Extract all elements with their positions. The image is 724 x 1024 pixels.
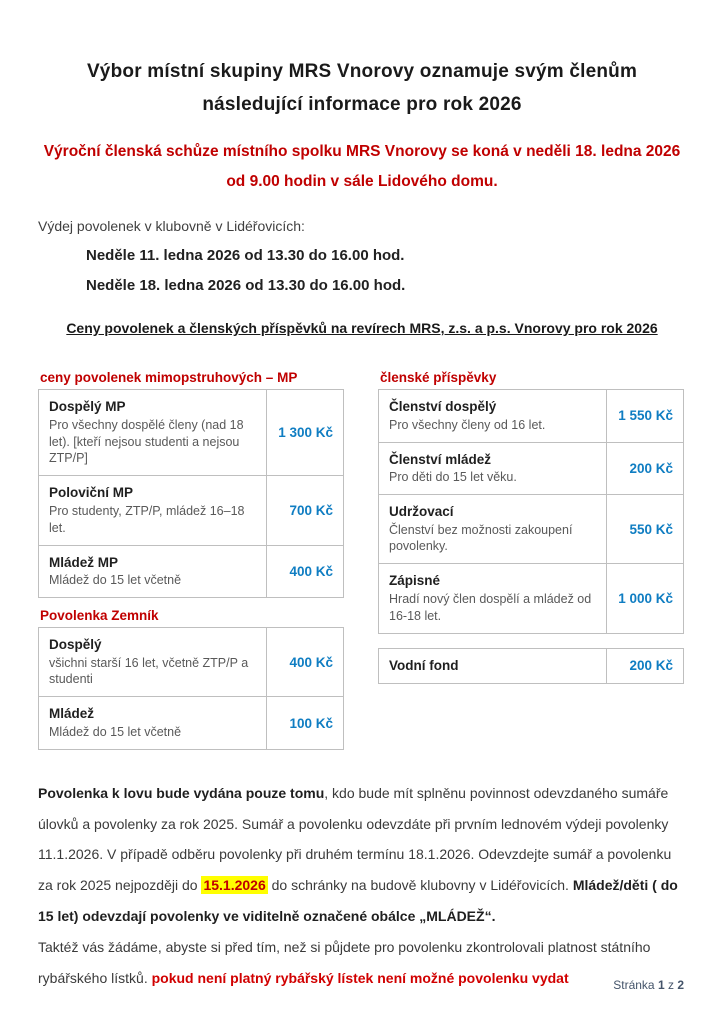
permit-conditions-notice <box>38 778 686 994</box>
table-heading-mp: ceny povolenek mimopstruhových – MP <box>40 370 298 386</box>
row-description: Pro děti do 15 let věku. <box>389 470 517 485</box>
footer-separator: z <box>667 978 674 992</box>
row-title: Mládež MP <box>49 554 119 570</box>
page-footer <box>613 978 684 992</box>
permit-conditions-paragraph <box>38 778 686 932</box>
pricing-column-left <box>38 370 344 750</box>
pricing-column-right <box>378 370 684 750</box>
table-vodni-fond <box>378 648 684 685</box>
row-description: všichni starší 16 let, včetně ZTP/P a studenti <box>49 655 249 687</box>
table-row <box>39 390 343 475</box>
row-description: Pro studenty, ZTP/P, mládež 16–18 let. <box>49 503 245 535</box>
permit-issue-intro: Výdej povolenek v klubovně v Lidéřovicích: <box>38 218 305 235</box>
annual-meeting-notice-line2: od 9.00 hodin v sále Lidového domu. <box>226 172 498 190</box>
table-row <box>39 545 343 597</box>
footer-label: Stránka <box>613 978 655 992</box>
table-row <box>39 696 343 748</box>
footer-page-total: 2 <box>677 978 684 992</box>
page-title-line1: Výbor místní skupiny MRS Vnorovy oznamuje svým členům <box>86 60 638 82</box>
table-row <box>379 563 683 632</box>
permit-issue-date-1: Neděle 11. ledna 2026 od 13.30 do 16.00 hod. <box>86 247 405 265</box>
row-description: Členství bez možnosti zakoupení povolenky. <box>389 522 573 554</box>
prices-section-heading: Ceny povolenek a členských příspěvků na revírech MRS, z.s. a p.s. Vnorovy pro rok 2026 <box>66 320 658 337</box>
table-row <box>379 390 683 441</box>
license-warning: pokud není platný rybářský lístek není možné povolenku vydat <box>151 969 569 986</box>
notice-bold-youth: Mládež/děti ( do 15 let) odevzdají povolenky ve viditelně označené obálce „MLÁDEŽ“. <box>38 877 678 924</box>
table-membership-fees <box>378 389 684 634</box>
page-title <box>38 55 686 122</box>
table-zemnik-permits <box>38 627 344 750</box>
license-check-paragraph <box>38 932 686 994</box>
row-price: 1 000 Kč <box>606 564 683 632</box>
row-title: Členství mládež <box>389 451 492 467</box>
notice-text-a: , kdo bude mít splněnu povinnost odevzdaného sumáře úlovků a povolenky za rok 2025. Sumář a povolenku odevzdáte při prvním lednovém výdeji povolenky 11.1.2026. V případě odběru povolenky při druhém termínu 18.1.2026. Odevzdejte sumář a povolenku za rok 2025 nejpozději do <box>38 784 672 894</box>
table-row <box>39 628 343 696</box>
row-title: Dospělý MP <box>49 399 126 415</box>
notice-text-b: do schránky na budově klubovny v Lidéřovicích. <box>267 877 573 894</box>
row-price: 550 Kč <box>606 495 683 563</box>
page-title-line2: následující informace pro rok 2026 <box>202 93 522 115</box>
row-price: 100 Kč <box>266 697 343 748</box>
table-row <box>379 442 683 494</box>
table-row <box>379 649 683 684</box>
permit-issue-date-2: Neděle 18. ledna 2026 od 13.30 do 16.00 hod. <box>86 277 406 295</box>
row-title: Udržovací <box>389 503 454 519</box>
row-price: 400 Kč <box>266 546 343 597</box>
row-price: 200 Kč <box>606 443 683 494</box>
row-description: Mládež do 15 let včetně <box>49 724 182 739</box>
row-description: Mládež do 15 let včetně <box>49 573 182 588</box>
row-description: Pro všechny členy od 16 let. <box>389 417 546 432</box>
row-price: 1 550 Kč <box>606 390 683 441</box>
row-description: Pro všechny dospělé členy (nad 18 let). [kteří nejsou studenti a nejsou ZTP/P] <box>49 417 244 466</box>
pricing-columns <box>38 370 686 750</box>
row-title: Členství dospělý <box>389 399 497 415</box>
annual-meeting-notice-line1: Výroční členská schůze místního spolku MRS Vnorovy se koná v neděli 18. ledna 2026 <box>43 143 681 161</box>
row-title: Zápisné <box>389 573 441 589</box>
table-mp-permits <box>38 389 344 598</box>
row-title: Dospělý <box>49 637 102 653</box>
table-row <box>39 475 343 544</box>
footer-page-number: 1 <box>657 978 665 992</box>
table-heading-membership: členské příspěvky <box>380 370 497 386</box>
table-heading-zemnik: Povolenka Zemník <box>40 608 159 624</box>
deadline-highlight: 15.1.2026 <box>203 877 266 894</box>
annual-meeting-notice <box>38 137 686 196</box>
row-title: Poloviční MP <box>49 485 134 501</box>
license-check-text: Taktéž vás žádáme, abyste si před tím, než si půjdete pro povolenku zkontrolovali platnost státního rybářského lístků. <box>38 938 651 986</box>
row-price: 1 300 Kč <box>266 390 343 475</box>
row-description: Hradí nový člen dospělí a mládež od 16-18 let. <box>389 591 592 623</box>
row-price: 700 Kč <box>266 476 343 544</box>
row-title: Mládež <box>49 706 95 722</box>
row-price: 400 Kč <box>266 628 343 696</box>
row-title: Vodní fond <box>389 657 459 673</box>
table-row <box>379 494 683 563</box>
notice-bold-intro: Povolenka k lovu bude vydána pouze tomu <box>38 784 325 801</box>
row-price: 200 Kč <box>606 649 683 684</box>
